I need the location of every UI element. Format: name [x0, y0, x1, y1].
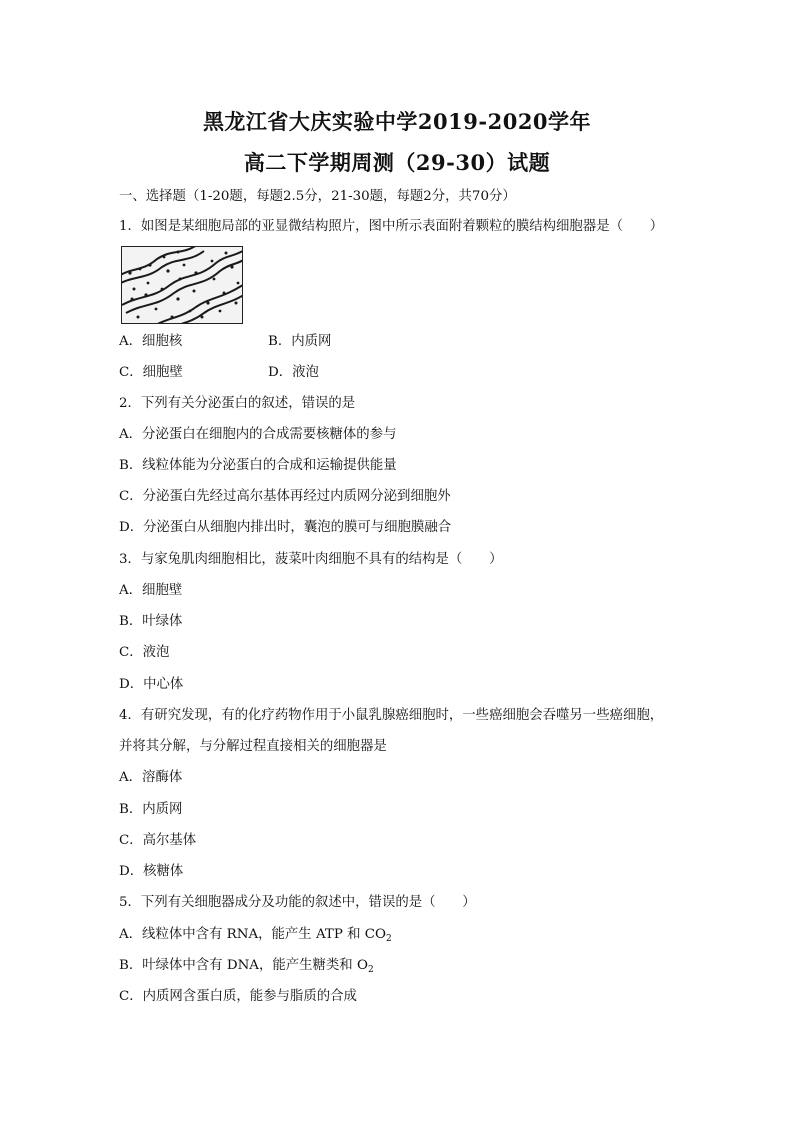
q4-option-d: D．核糖体 — [119, 864, 184, 879]
q4-option-c: C．高尔基体 — [119, 833, 197, 848]
q5-option-c: C．内质网含蛋白质，能参与脂质的合成 — [119, 989, 357, 1004]
q1-option-b: B．内质网 — [268, 334, 332, 349]
q2-option-a: A．分泌蛋白在细胞内的合成需要核糖体的参与 — [119, 427, 397, 442]
q2-option-b: B．线粒体能为分泌蛋白的合成和运输提供能量 — [119, 458, 397, 473]
q2-option-d: D．分泌蛋白从细胞内排出时，囊泡的膜可与细胞膜融合 — [119, 520, 452, 535]
q5-option-b-subscript: 2 — [367, 965, 374, 975]
q4-option-a: A．溶酶体 — [119, 770, 183, 785]
section-header: 一、选择题（1-20题，每题2.5分，21-30题，每题2分，共70分） — [119, 189, 516, 204]
q2-option-c: C．分泌蛋白先经过高尔基体再经过内质网分泌到细胞外 — [119, 489, 451, 504]
q5-option-a — [119, 926, 392, 944]
q1-option-d: D．液泡 — [268, 365, 319, 380]
q3-option-c: C．液泡 — [119, 645, 170, 660]
q3-option-d: D．中心体 — [119, 677, 184, 692]
q1-option-a: A．细胞核 — [119, 334, 183, 349]
q1-option-c: C．细胞壁 — [119, 365, 183, 380]
q3-option-b: B．叶绿体 — [119, 614, 183, 629]
q1-stem: 1．如图是某细胞局部的亚显微结构照片，图中所示表面附着颗粒的膜结构细胞器是（ ） — [119, 219, 664, 234]
document-title-line2: 高二下学期周测（29-30）试题 — [243, 150, 551, 175]
q4-stem-line1: 4．有研究发现，有的化疗药物作用于小鼠乳腺癌细胞时，一些癌细胞会吞噬另一些癌细胞， — [119, 708, 664, 723]
micrograph-icon — [121, 246, 243, 324]
q4-option-b: B．内质网 — [119, 802, 183, 817]
q5-option-b-text: B．叶绿体中含有 DNA，能产生糖类和 O — [119, 958, 368, 973]
q4-stem-line2: 并将其分解，与分解过程直接相关的细胞器是 — [119, 739, 387, 754]
q2-stem: 2．下列有关分泌蛋白的叙述，错误的是 — [119, 396, 356, 411]
q5-stem: 5．下列有关细胞器成分及功能的叙述中，错误的是（ ） — [119, 895, 476, 910]
document-title-line1: 黑龙江省大庆实验中学2019-2020学年 — [202, 109, 592, 134]
q3-stem: 3．与家兔肌肉细胞相比，菠菜叶肉细胞不具有的结构是（ ） — [119, 552, 503, 567]
q5-option-a-text: A．线粒体中含有 RNA，能产生 ATP 和 CO — [119, 927, 386, 942]
q5-option-b — [119, 957, 374, 975]
q5-option-a-subscript: 2 — [385, 934, 392, 944]
q3-option-a: A．细胞壁 — [119, 583, 183, 598]
